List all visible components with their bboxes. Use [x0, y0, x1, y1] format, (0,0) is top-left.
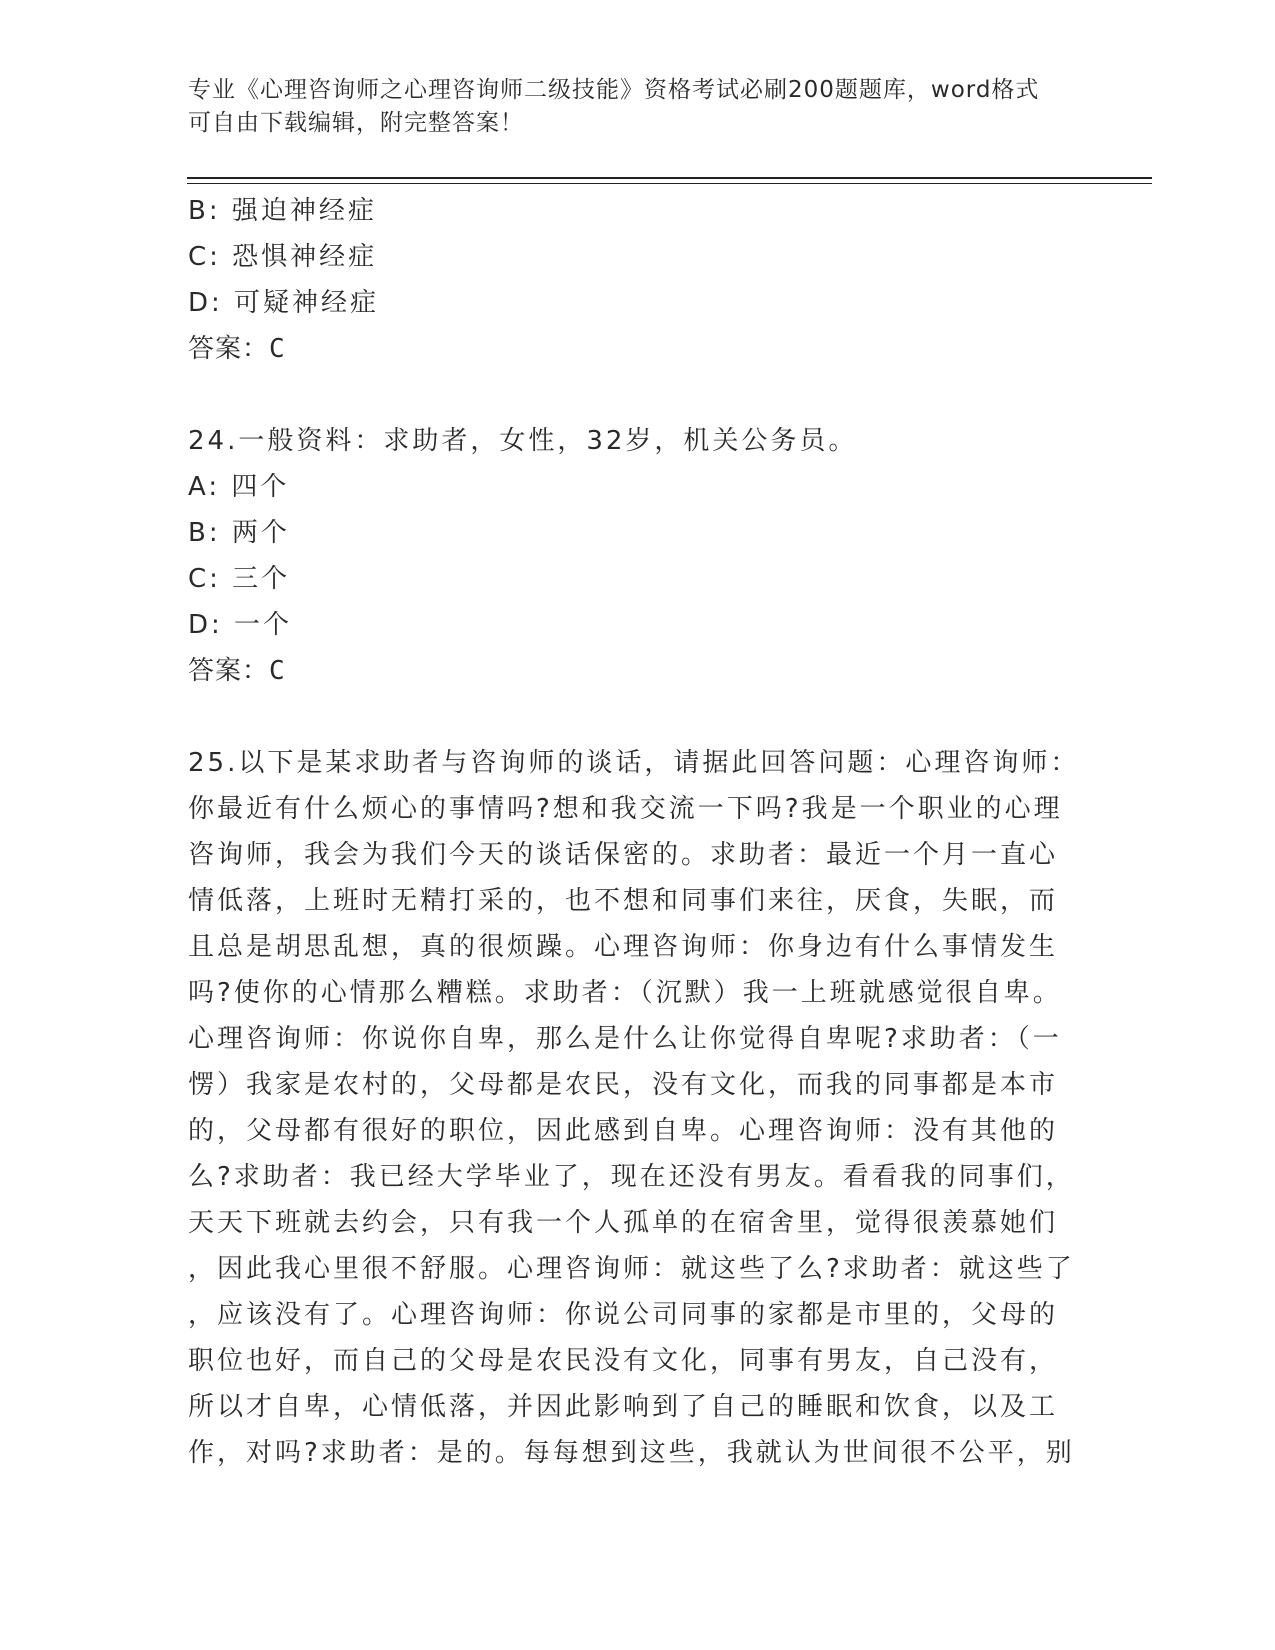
paragraph-line: 25.以下是某求助者与咨询师的谈话，请据此回答问题：心理咨询师：	[188, 748, 1080, 778]
paragraph-line: 咨询师，我会为我们今天的谈话保密的。求助者：最近一个月一直心	[188, 840, 1059, 870]
paragraph-line: 心理咨询师：你说你自卑，那么是什么让你觉得自卑呢?求助者：（一	[188, 1024, 1062, 1054]
paragraph-line: 愣）我家是农村的，父母都是农民，没有文化，而我的同事都是本市	[188, 1070, 1059, 1100]
paragraph-line: ，应该没有了。心理咨询师：你说公司同事的家都是市里的，父母的	[188, 1300, 1059, 1330]
paragraph-line: 所以才自卑，心情低落，并因此影响到了自己的睡眠和饮食，以及工	[188, 1392, 1059, 1422]
header-line-1: 专业《心理咨询师之心理咨询师二级技能》资格考试必刷200题题库，word格式	[188, 77, 1040, 103]
paragraph-line: 么?求助者：我已经大学毕业了，现在还没有男友。看看我的同事们，	[188, 1162, 1075, 1192]
spacer	[188, 694, 1088, 740]
option-b: B: 两个	[188, 518, 290, 548]
spacer	[188, 372, 1088, 418]
option-c: C: 三个	[188, 564, 291, 594]
option-a: A: 四个	[188, 472, 290, 502]
paragraph-line: 情低落，上班时无精打采的，也不想和同事们来往，厌食，失眠，而	[188, 886, 1059, 916]
paragraph-line: 天天下班就去约会，只有我一个人孤单的在宿舍里，觉得很羡慕她们	[188, 1208, 1059, 1238]
option-d: D: 可疑神经症	[188, 288, 380, 318]
paragraph-line: 且总是胡思乱想，真的很烦躁。心理咨询师：你身边有什么事情发生	[188, 932, 1059, 962]
paragraph-line: 职位也好，而自己的父母是农民没有文化，同事有男友，自己没有，	[188, 1346, 1059, 1376]
answer-line: 答案：C	[188, 656, 286, 686]
question-24	[188, 418, 1088, 694]
option-b: B: 强迫神经症	[188, 196, 377, 226]
header-divider-thick	[187, 177, 1152, 179]
header-line-2: 可自由下载编辑，附完整答案！	[188, 110, 524, 136]
paragraph-line: 的，父母都有很好的职位，因此感到自卑。心理咨询师：没有其他的	[188, 1116, 1059, 1146]
option-d: D: 一个	[188, 610, 293, 640]
answer-line: 答案：C	[188, 334, 286, 364]
header-divider-thin	[187, 183, 1152, 184]
question-stem: 24.一般资料：求助者，女性，32岁，机关公务员。	[188, 426, 858, 456]
option-c: C: 恐惧神经症	[188, 242, 378, 272]
paragraph-line: 作，对吗?求助者：是的。每每想到这些，我就认为世间很不公平，别	[188, 1438, 1075, 1468]
question-25	[188, 740, 1088, 1476]
document-body	[188, 188, 1088, 1476]
paragraph-line: 吗?使你的心情那么糟糕。求助者：（沉默）我一上班就感觉很自卑。	[188, 978, 1062, 1008]
paragraph-line: 你最近有什么烦心的事情吗?想和我交流一下吗?我是一个职业的心理	[188, 794, 1063, 824]
paragraph-line: ，因此我心里很不舒服。心理咨询师：就这些了么?求助者：就这些了	[188, 1254, 1075, 1284]
question-23-tail	[188, 188, 1088, 372]
document-header	[188, 74, 1088, 140]
